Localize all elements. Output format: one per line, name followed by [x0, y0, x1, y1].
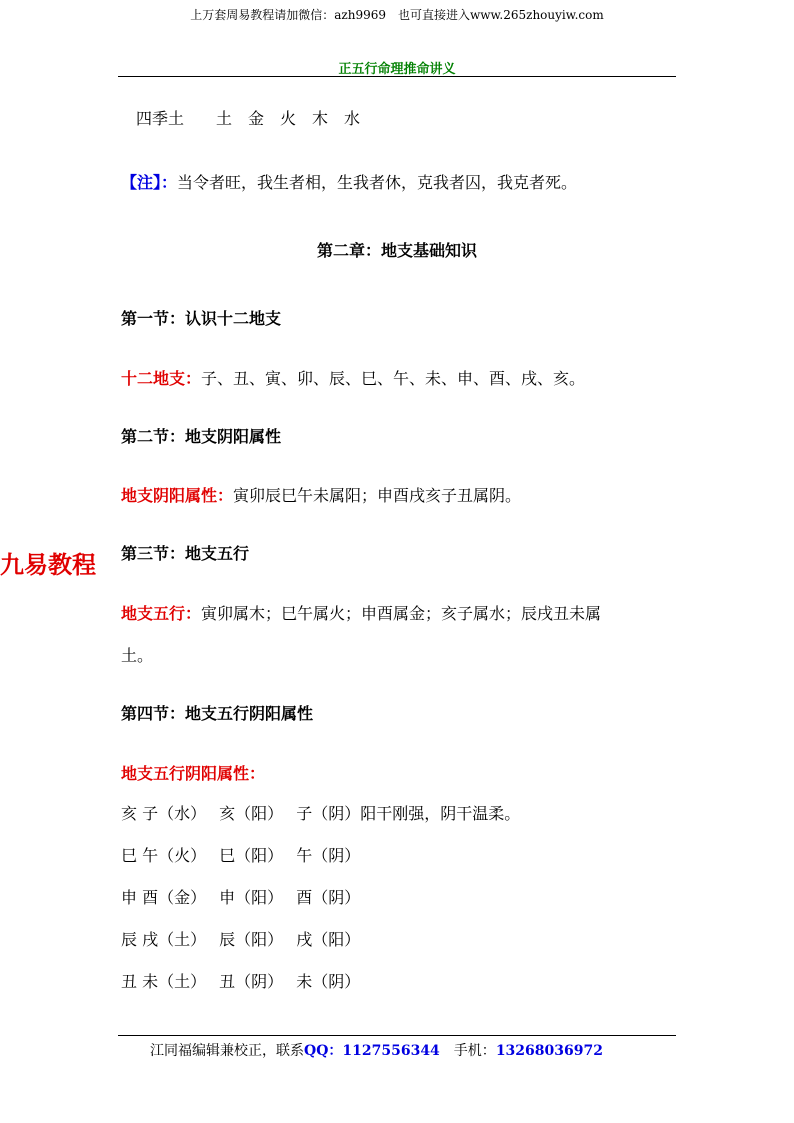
pair-row: 亥 子（水） 亥（阳） 子（阴）阳干刚强，阴干温柔。: [121, 804, 521, 823]
pair-row: 巳 午（火） 巳（阳） 午（阴）: [121, 846, 361, 865]
section-3-title: 第三节：地支五行: [121, 544, 250, 563]
watermark: 九易教程: [0, 551, 96, 579]
section-1-text: 子、丑、寅、卯、辰、巳、午、未、申、酉、戌、亥。: [201, 369, 586, 388]
header-rule: [118, 76, 676, 77]
pair-row: 辰 戌（土） 辰（阳） 戌（阳）: [121, 930, 361, 949]
header-title: 正五行命理推命讲义: [338, 62, 456, 77]
section-3-line-2: 土。: [121, 646, 154, 665]
footer: [150, 1040, 603, 1060]
note-label: 【注】: [121, 173, 162, 192]
footer-rule: [118, 1035, 676, 1036]
section-3-label: 地支五行：: [121, 604, 202, 623]
pair-row: 申 酉（金） 申（阳） 酉（阴）: [121, 888, 361, 907]
footer-phone-label: 手机：: [439, 1043, 496, 1059]
footer-qq: QQ：1127556344: [304, 1043, 440, 1059]
section-3-text: 寅卯属木；巳午属火；申酉属金；亥子属水；辰戌丑未属: [201, 604, 602, 623]
section-3-line: [121, 601, 601, 624]
note-paragraph: [121, 170, 577, 193]
section-4-title: 第四节：地支五行阴阳属性: [121, 704, 314, 723]
chapter-title: 第二章：地支基础知识: [316, 241, 477, 260]
section-4-label: 地支五行阴阳属性：: [121, 764, 266, 783]
section-1-title: 第一节：认识十二地支: [121, 309, 282, 328]
note-colon: ：: [161, 173, 178, 192]
section-1-line: [121, 366, 585, 389]
section-1-label: 十二地支：: [121, 369, 202, 388]
note-text: 当令者旺，我生者相，生我者休，克我者囚，我克者死。: [177, 173, 578, 192]
top-banner: 上万套周易教程请加微信：azh9969 也可直接进入www.265zhouyiw.com: [190, 8, 604, 22]
section-2-label: 地支阴阳属性：: [121, 486, 234, 505]
season-row: 四季土 土 金 火 木 水: [136, 109, 361, 128]
section-2-text: 寅卯辰巳午未属阳；申酉戌亥子丑属阴。: [233, 486, 522, 505]
section-2-title: 第二节：地支阴阳属性: [121, 427, 282, 446]
section-2-line: [121, 483, 521, 506]
footer-editor: 江同福编辑兼校正，联系: [150, 1043, 304, 1059]
footer-phone: 13268036972: [495, 1043, 603, 1059]
pair-row: 丑 未（土） 丑（阴） 未（阴）: [121, 972, 361, 991]
